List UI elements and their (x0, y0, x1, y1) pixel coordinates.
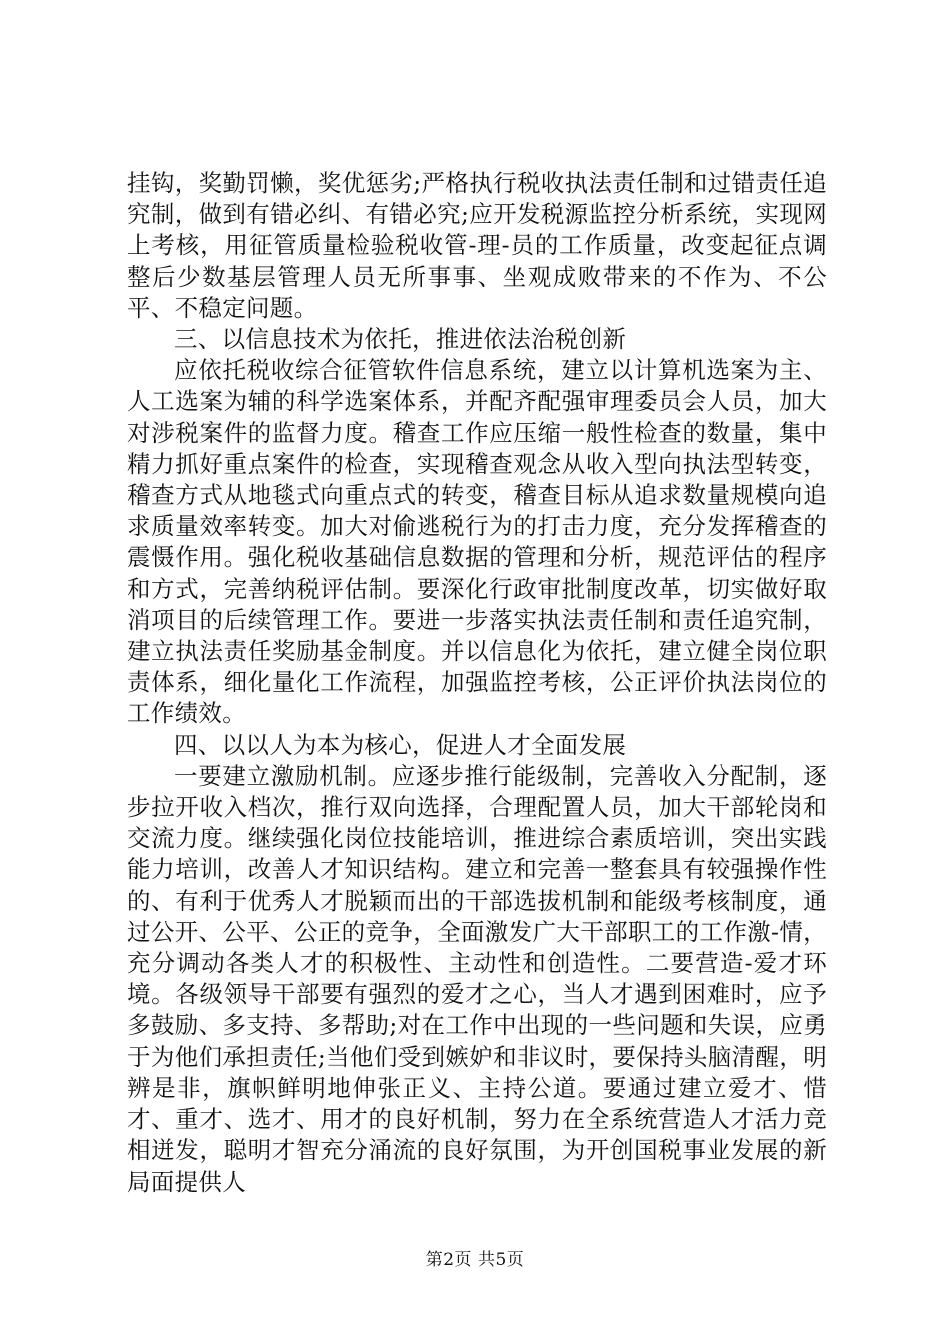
section-heading-4: 四、以以人为本为核心，促进人才全面发展 (174, 730, 627, 759)
paragraph-section-4: 一要建立激励机制。应逐步推行能级制，完善收入分配制，逐步拉开收入档次，推行双向选择，合理配置人员，加大干部轮岗和交流力度。继续强化岗位技能培训，推进综合素质培训，突出实践能力培训，改善人才知识结构。建立和完善一整套具有较强操作性的、有利于优秀人才脱颖而出的干部选拔机制和能级考核制度，通过公开、公平、公正的竞争，全面激发广大干部职工的工作激-情，充分调动各类人才的积极性、主动性和创造性。二要营造-爱才环境。各级领导干部要有强烈的爱才之心，当人才遇到困难时，应予多鼓励、多支持、多帮助;对在工作中出现的一些问题和失误，应勇于为他们承担责任;当他们受到嫉妒和非议时，要保持头脑清醒，明辨是非，旗帜鲜明地伸张正义、主持公道。要通过建立爱才、惜才、重才、选才、用才的良好机制，努力在全系统营造人才活力竞相迸发，聪明才智充分涌流的良好氛围，为开创国税事业发展的新局面提供人 (127, 761, 827, 1196)
paragraph-section-3: 应依托税收综合征管软件信息系统，建立以计算机选案为主、人工选案为辅的科学选案体系，并配齐配强审理委员会人员，加大对涉税案件的监督力度。稽查工作应压缩一般性检查的数量，集中精力抓好重点案件的检查，实现稽查观念从收入型向执法型转变，稽查方式从地毯式向重点式的转变，稽查目标从追求数量规模向追求质量效率转变。加大对偷逃税行为的打击力度，充分发挥稽查的震慑作用。强化税收基础信息数据的管理和分析，规范评估的程序和方式，完善纳税评估制。要深化行政审批制度改革，切实做好取消项目的后续管理工作。要进一步落实执法责任制和责任追究制，建立执法责任奖励基金制度。并以信息化为依托，建立健全岗位职责体系，细化量化工作流程，加强监控考核，公正评价执法岗位的工作绩效。 (127, 356, 827, 728)
page-number-footer: 第2页 共5页 (425, 1250, 525, 1270)
paragraph-continuation: 挂钩，奖勤罚懒，奖优惩劣;严格执行税收执法责任制和过错责任追究制，做到有错必纠、有错必究;应开发税源监控分析系统，实现网上考核，用征管质量检验税收管-理-员的工作质量，改变起征点调整后少数基层管理人员无所事事、坐观成败带来的不作为、不公平、不稳定问题。 (127, 169, 827, 322)
section-heading-3: 三、以信息技术为依托，推进依法治税创新 (174, 325, 627, 354)
document-body (127, 168, 827, 1198)
